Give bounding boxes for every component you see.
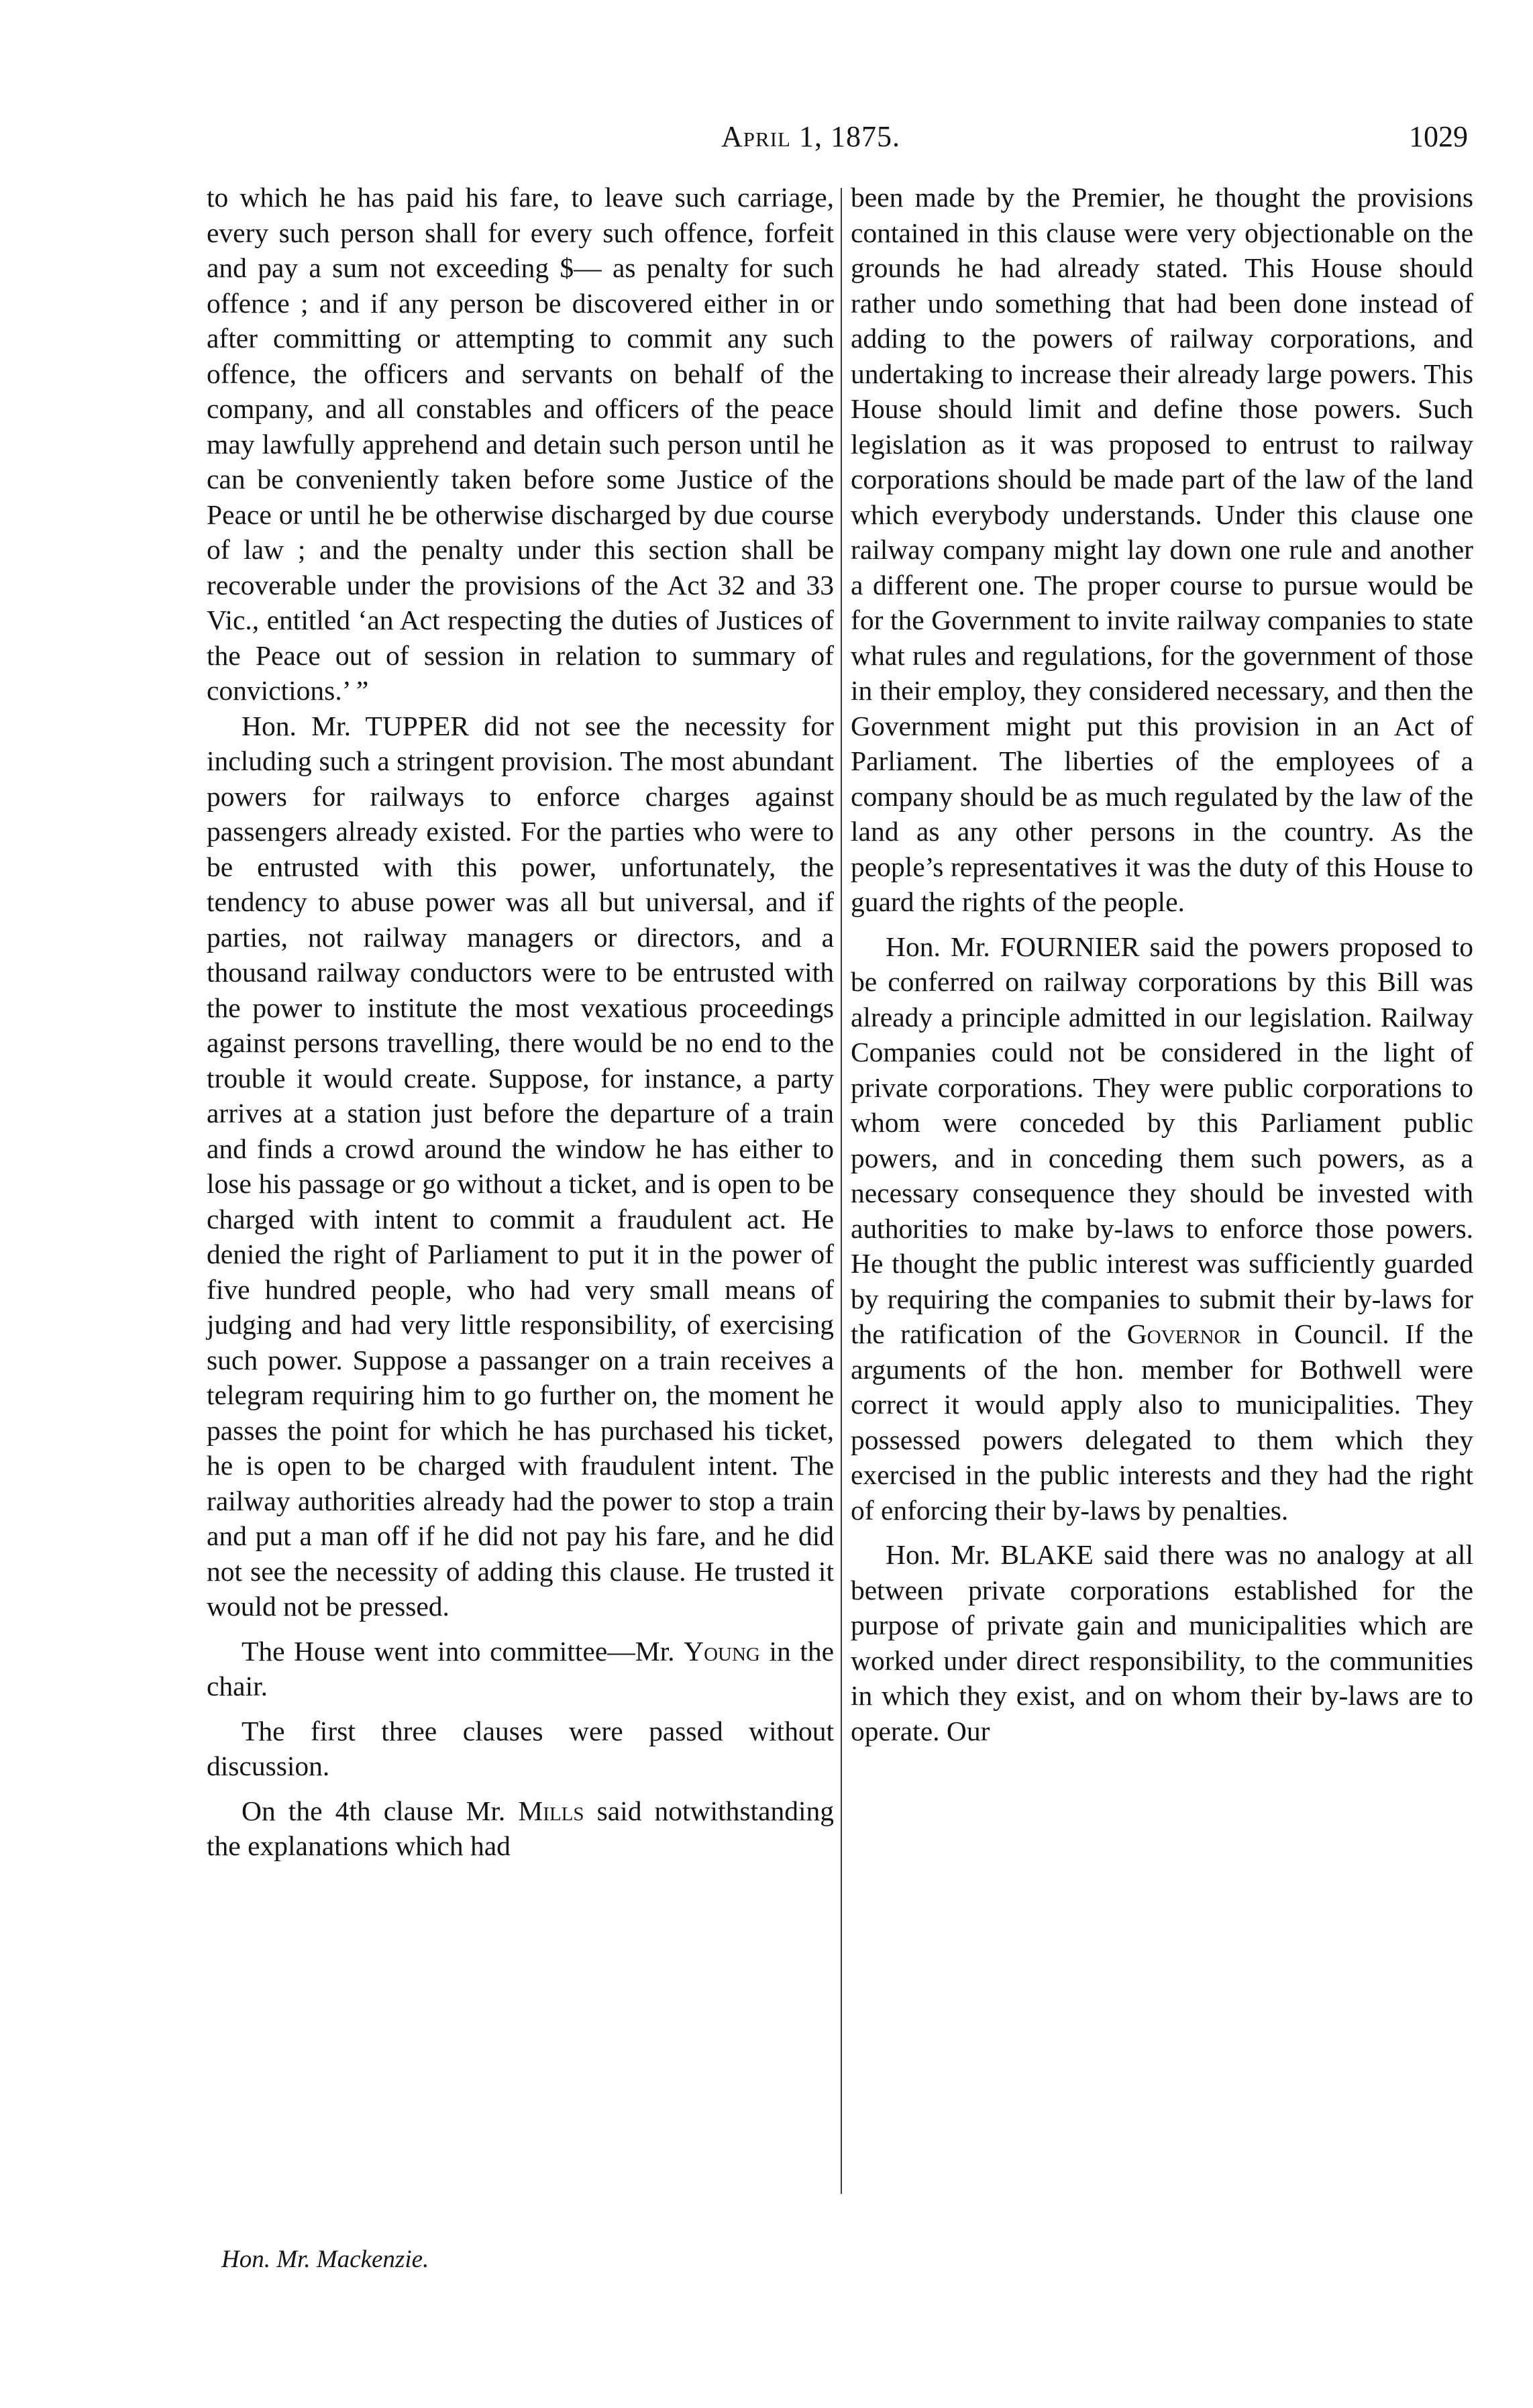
governor-name: Governor bbox=[1126, 1318, 1241, 1349]
left-column bbox=[207, 180, 834, 1864]
left-paragraph-3 bbox=[207, 1634, 834, 1704]
footer-speaker: Hon. Mr. Mackenzie. bbox=[221, 2246, 429, 2273]
fournier-lead: Hon. Mr. FOURNIER said the powers proposed to be conferred on railway corporations by this Bill was already a principle admitted in our legislation. Railway Companies could not be considered in the light of private corporations. They were public corporations to whom were conceded by this Parliament public powers, and in conceding them such powers, as a necessary consequence they should be invested with authorities to make by-laws to enforce those powers. He thought the public interest was sufficiently guarded by requiring the companies to submit their by-laws for the ratification of the bbox=[851, 931, 1473, 1349]
column-divider bbox=[841, 188, 842, 2194]
left-paragraph-2: Hon. Mr. TUPPER did not see the necessity for including such a stringent provision. The most abundant powers for railways to enforce charges against passengers already existed. For the parties who were to be entrusted with this power, unfortunately, the tendency to abuse power was all but universal, and if parties, not railway managers or directors, and a thousand railway conductors were to be entrusted with the power to institute the most vexatious proceedings against persons travelling, there would be no end to the trouble it would create. Suppose, for instance, a party arrives at a station just before the departure of a train and finds a crowd around the window he has either to lose his passage or go without a ticket, and is open to be charged with intent to commit a fraudulent act. He denied the right of Parliament to put it in the power of five hundred people, who had very small means of judging and had very little responsibility, of exercising such power. Suppose a passanger on a train receives a telegram requiring him to go further on, the moment he passes the point for which he has purchased his ticket, he is open to be charged with fraudulent intent. The railway authorities already had the power to stop a train and put a man off if he did not pay his fare, and he did not see the necessity of adding this clause. He trusted it would not be pressed. bbox=[207, 710, 834, 1622]
page-header bbox=[0, 119, 1533, 160]
right-paragraph-1: been made by the Premier, he thought the provisions contained in this clause were very objectionable on the grounds he had already stated. This House should rather undo something that had been done instead of adding to the powers of railway corporations, and undertaking to increase their already large powers. This House should limit and define those powers. Such legislation as it was proposed to entrust to railway corporations should be made part of the law of the land which everybody understands. Under this clause one railway company might lay down one rule and another a different one. The proper course to pursue would be for the Government to invite railway companies to state what rules and regulations, for the government of those in their employ, they considered necessary, and then the Government might put this provision in an Act of Parliament. The liberties of the employees of a company should be as much regulated by the law of the land as any other persons in the country. As the people’s representatives it was the duty of this House to guard the rights of the people. bbox=[851, 182, 1473, 917]
page-number: 1029 bbox=[1409, 120, 1468, 153]
header-date bbox=[721, 119, 900, 154]
right-column bbox=[851, 180, 1473, 1748]
right-paragraph-2 bbox=[851, 929, 1473, 1528]
fournier-tail: in Council. If the arguments of the hon. member for Bothwell were correct it would apply also to municipalities. They possessed powers delegated to them which they exercised in the public interests and they had the right of enforcing their by-laws by penalties. bbox=[851, 1318, 1473, 1526]
left-paragraph-1: to which he has paid his fare, to leave such carriage, every such person shall for every such offence, forfeit and pay a sum not exceeding $— as penalty for such offence ; and if any person be discovered either in or after committing or attempting to commit any such offence, the officers and servants on behalf of the company, and all constables and officers of the peace may lawfully apprehend and detain such person until he can be conveniently taken before some Justice of the Peace or until he be otherwise discharged by due course of law ; and the penalty under this section shall be recoverable under the provisions of the Act 32 and 33 Vic., entitled ‘an Act respecting the duties of Justices of the Peace out of session in relation to summary of convictions.’ ” bbox=[207, 182, 834, 706]
left-paragraph-4: The first three clauses were passed without discussion. bbox=[207, 1715, 834, 1781]
header-date-rest: 1, 1875. bbox=[790, 120, 900, 153]
committee-tail: in the chair. bbox=[207, 1635, 834, 1702]
clause-tail: said notwithstanding the explanations which had bbox=[207, 1795, 834, 1861]
clause-lead: On the 4th clause Mr. bbox=[242, 1795, 519, 1826]
mills-name: Mills bbox=[518, 1795, 584, 1826]
right-paragraph-3: Hon. Mr. BLAKE said there was no analogy at all between private corporations established for the purpose of private gain and municipalities which are worked under direct responsibility, to the communities in which they exist, and on whom their by-laws are to operate. Our bbox=[851, 1539, 1473, 1746]
chair-name: Young bbox=[684, 1635, 760, 1667]
header-date-month: April bbox=[721, 120, 791, 153]
left-paragraph-5 bbox=[207, 1793, 834, 1864]
committee-lead: The House went into committee—Mr. bbox=[242, 1635, 684, 1667]
